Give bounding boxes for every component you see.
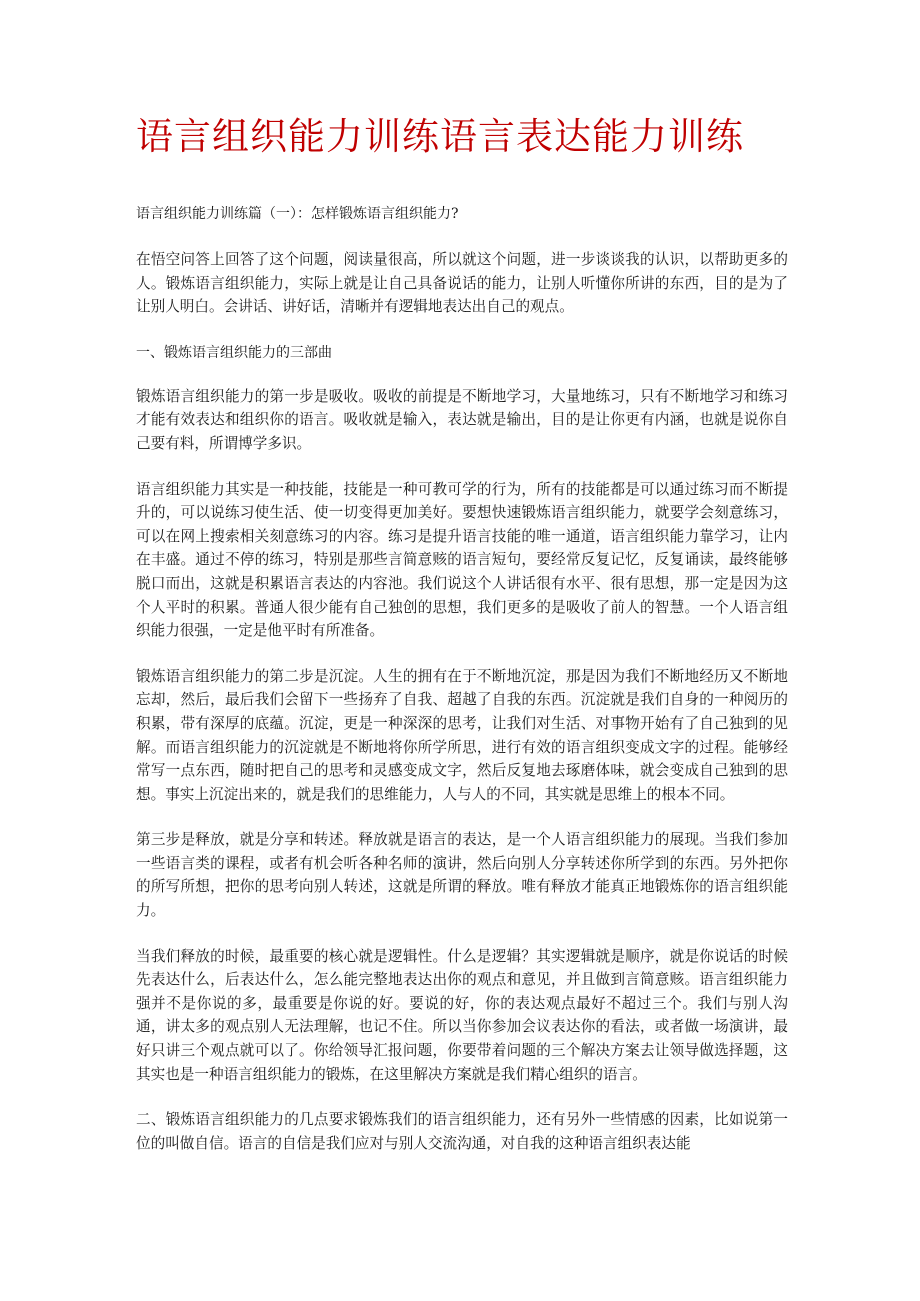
paragraph-release: 第三步是释放，就是分享和转述。释放就是语言的表达，是一个人语言组织能力的展现。当我们参加一些语言类的课程，或者有机会听各种名师的演讲，然后向别人分享转述你所学到的东西。另外把你的所写所想，把你的思考向别人转述，这就是所谓的释放。唯有释放才能真正地锻炼你的语言组织能力。: [136, 831, 788, 920]
intro-paragraph: 在悟空问答上回答了这个问题，阅读量很高，所以就这个问题，进一步谈谈我的认识，以帮助更多的人。锻炼语言组织能力，实际上就是让自己具备说话的能力，让别人听懂你所讲的东西，目的是为了让别人明白。会讲话、讲好话，清晰并有逻辑地表达出自己的观点。: [136, 251, 788, 316]
document-title: 语言组织能力训练语言表达能力训练: [136, 115, 744, 158]
paragraph-practice: 语言组织能力其实是一种技能，技能是一种可教可学的行为，所有的技能都是可以通过练习而不断提升的，可以说练习使生活、使一切变得更加美好。要想快速锻炼语言组织能力，就要学会刻意练习，可以在网上搜索相关刻意练习的内容。练习是提升语言技能的唯一通道，语言组织能力靠学习，让内在丰盛。通过不停的练习，特别是那些言简意赅的语言短句，要经常反复记忆，反复诵读，最终能够脱口而出，这就是积累语言表达的内容池。我们说这个人讲话很有水平、很有思想，那一定是因为这个人平时的积累。普通人很少能有自己独创的思想，我们更多的是吸收了前人的智慧。一个人语言组织能力很强，一定是他平时有所准备。: [136, 480, 788, 640]
section-heading: 一、锻炼语言组织能力的三部曲: [136, 344, 332, 361]
document-page: [136, 108, 788, 1177]
paragraph-absorb: 锻炼语言组织能力的第一步是吸收。吸收的前提是不断地学习，大量地练习，只有不断地学习和练习才能有效表达和组织你的语言。吸收就是输入，表达就是输出，目的是让你更有内涵，也就是说你自己要有料，所谓博学多识。: [136, 387, 788, 452]
paragraph-settle: 锻炼语言组织能力的第二步是沉淀。人生的拥有在于不断地沉淀，那是因为我们不断地经历又不断地忘却，然后，最后我们会留下一些扬弃了自我、超越了自我的东西。沉淀就是我们自身的一种阅历的积累，带有深厚的底蕴。沉淀，更是一种深深的思考，让我们对生活、对事物开始有了自己独到的见解。而语言组织能力的沉淀就是不断地将你所学所思，进行有效的语言组织变成文字的过程。能够经常写一点东西，随时把自己的思考和灵感变成文字，然后反复地去琢磨体味，就会变成自己独到的思想。事实上沉淀出来的，就是我们的思维能力，人与人的不同，其实就是思维上的根本不同。: [136, 667, 788, 803]
paragraph-logic: 当我们释放的时候，最重要的核心就是逻辑性。什么是逻辑？其实逻辑就是顺序，就是你说话的时候先表达什么，后表达什么，怎么能完整地表达出你的观点和意见，并且做到言简意赅。语言组织能力强并不是你说的多，最重要是你说的好。要说的好，你的表达观点最好不超过三个。我们与别人沟通，讲太多的观点别人无法理解，也记不住。所以当你参加会议表达你的看法，或者做一场演讲，最好只讲三个观点就可以了。你给领导汇报问题，你要带着问题的三个解决方案去让领导做选择题，这其实也是一种语言组织能力的锻炼，在这里解决方案就是我们精心组织的语言。: [136, 947, 788, 1083]
paragraph-requirements: 二、锻炼语言组织能力的几点要求锻炼我们的语言组织能力，还有另外一些情感的因素，比如说第一位的叫做自信。语言的自信是我们应对与别人交流沟通，对自我的这种语言组织表达能: [136, 1111, 788, 1152]
document-subtitle: 语言组织能力训练篇（一）：怎样锻炼语言组织能力?: [136, 206, 459, 222]
